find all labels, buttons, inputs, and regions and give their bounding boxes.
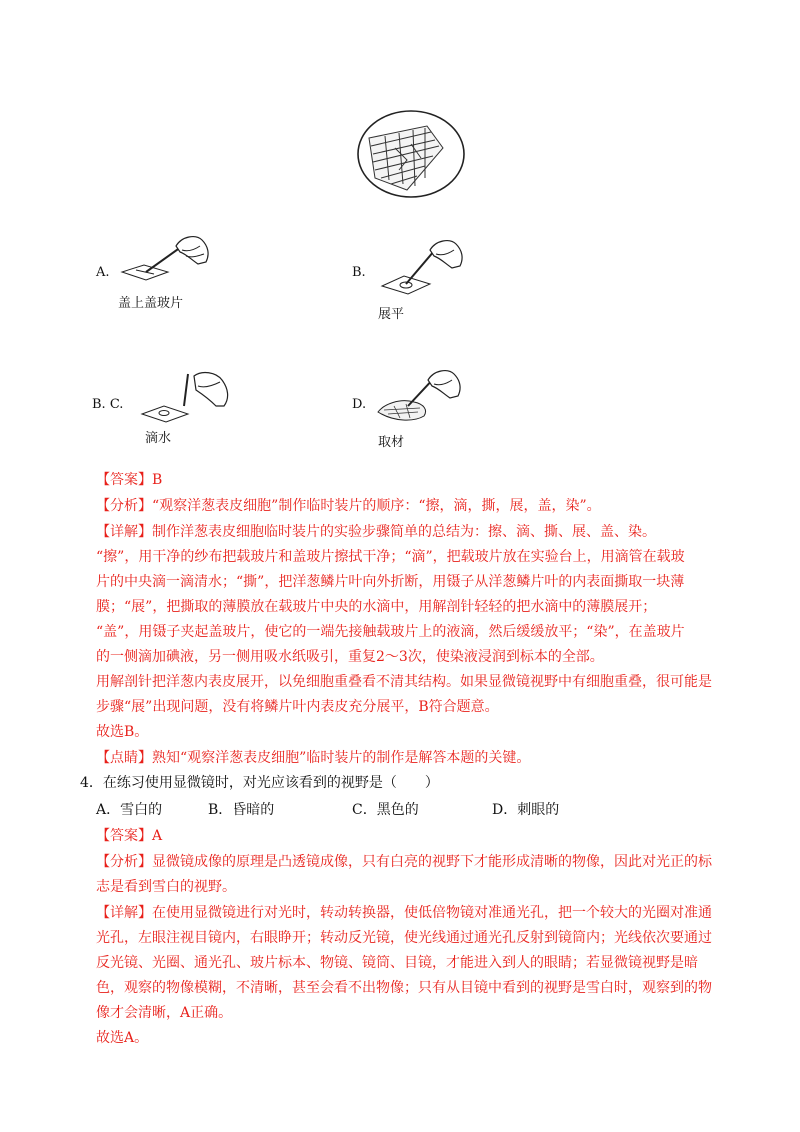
option-d-letter: D. — [352, 397, 367, 412]
option-b-letter: B. — [352, 265, 366, 280]
drip-water-figure — [138, 366, 238, 426]
q4-option-b: B．昏暗的 — [208, 802, 275, 818]
q4-detail-line-2: 反光镜、光圈、通光孔、玻片标本、物镜、镜筒、目镜，才能进入到人的眼睛；若显微镜视野是暗 — [96, 955, 698, 971]
q4-analysis-line-0 — [96, 852, 712, 872]
detail-tag: 【详解】 — [96, 905, 152, 921]
analysis-tag: 【分析】 — [96, 854, 152, 870]
option-c-caption: 滴水 — [145, 431, 172, 446]
option-a-caption: 盖上盖玻片 — [118, 296, 184, 311]
q4-analysis-line-1: 志是看到雪白的视野。 — [96, 879, 236, 895]
q3-comment-line — [96, 748, 530, 768]
q3-analysis-line — [96, 496, 601, 516]
option-a-letter: A. — [96, 265, 110, 280]
comment-tag: 【点睛】 — [96, 750, 152, 766]
q4-answer-line — [96, 826, 162, 846]
q4-option-a: A．雪白的 — [96, 802, 163, 818]
q3-detail-line-2: 片的中央滴一滴清水；“撕”，把洋葱鳞片叶向外折断，用镊子从洋葱鳞片叶的内表面撕取一块薄 — [96, 574, 685, 590]
detail-text: 制作洋葱表皮细胞临时装片的实验步骤简单的总结为：擦、滴、撕、展、盖、染。 — [152, 524, 656, 540]
cover-slip-figure — [116, 228, 216, 288]
option-c-letter: B. C. — [92, 397, 124, 412]
q4-option-d: D．刺眼的 — [492, 802, 560, 818]
analysis-text: “观察洋葱表皮细胞”制作临时装片的顺序：“擦，滴，撕，展，盖，染”。 — [152, 498, 601, 514]
q3-answer-line — [96, 470, 162, 490]
q4-stem: 4．在练习使用显微镜时，对光应该看到的视野是（ ） — [80, 775, 439, 791]
answer-tag: 【答案】 — [96, 828, 152, 844]
q3-detail-line-7: 步骤“展”出现问题，没有将鳞片叶内表皮充分展平，B符合题意。 — [96, 699, 499, 715]
q4-detail-line-1: 光孔，左眼注视目镜内，右眼睁开；转动反光镜，使光线通过通光孔反射到镜筒内；光线依次要通过 — [96, 930, 712, 946]
detail-tag: 【详解】 — [96, 524, 152, 540]
q3-detail-line-4: “盖”，用镊子夹起盖玻片，使它的一端先接触载玻片上的液滴，然后缓缓放平；“染”，在盖玻片 — [96, 624, 685, 640]
q4-detail-line-0 — [96, 903, 712, 923]
q4-option-c: C．黑色的 — [352, 802, 419, 818]
q3-detail-line-6: 用解剖针把洋葱内表皮展开，以免细胞重叠看不清其结构。如果显微镜视野中有细胞重叠，很可能是 — [96, 674, 712, 690]
analysis-tag: 【分析】 — [96, 498, 152, 514]
q4-detail-line-4: 像才会清晰，A正确。 — [96, 1005, 233, 1021]
option-d-caption: 取材 — [378, 435, 405, 450]
take-material-figure — [374, 366, 470, 428]
option-b-caption: 展平 — [378, 307, 405, 322]
answer-tag: 【答案】 — [96, 472, 152, 488]
analysis-text: 显微镜成像的原理是凸透镜成像，只有白亮的视野下才能形成清晰的物像，因此对光正的标 — [152, 854, 712, 870]
q4-detail-line-5: 故选A。 — [96, 1030, 149, 1046]
q4-detail-line-3: 色，观察的物像模糊，不清晰，甚至会看不出物像；只有从目镜中看到的视野是雪白时，观察到的物 — [96, 980, 712, 996]
q3-detail-line-3: 膜；“展”，把撕取的薄膜放在载玻片中央的水滴中，用解剖针轻轻的把水滴中的薄膜展开； — [96, 599, 657, 615]
answer-value: A — [152, 828, 163, 844]
q3-detail-line-0 — [96, 522, 656, 542]
comment-text: 熟知“观察洋葱表皮细胞”临时装片的制作是解答本题的关键。 — [152, 750, 531, 766]
answer-value: B — [152, 472, 163, 488]
microscope-view-figure — [355, 108, 467, 200]
q3-detail-line-5: 的一侧滴加碘液，另一侧用吸水纸吸引，重复2～3次，使染液浸润到标本的全部。 — [96, 649, 604, 665]
q3-detail-line-8: 故选B。 — [96, 724, 149, 740]
detail-text: 在使用显微镜进行对光时，转动转换器，使低倍物镜对准通光孔，把一个较大的光圈对准通 — [152, 905, 712, 921]
spread-figure — [378, 234, 468, 302]
q3-detail-line-1: “擦”，用干净的纱布把载玻片和盖玻片擦拭干净；“滴”，把载玻片放在实验台上，用滴管在载玻 — [96, 549, 685, 565]
